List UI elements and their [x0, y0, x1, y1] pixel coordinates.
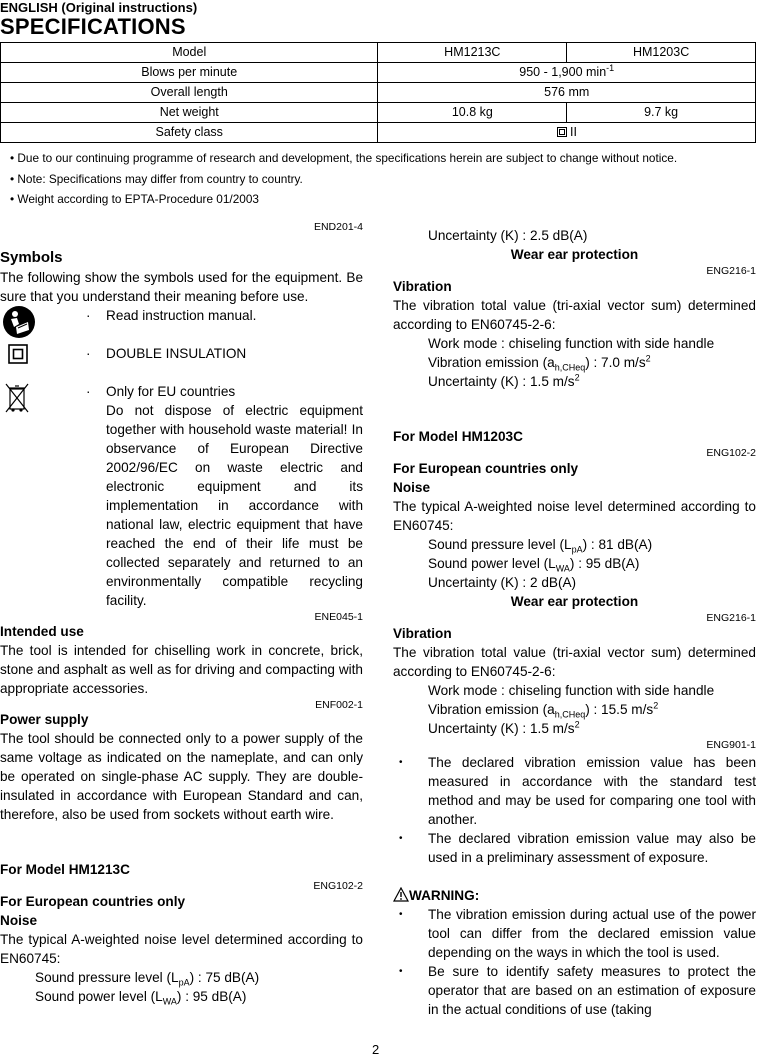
- section-code: ENG216-1: [706, 612, 756, 624]
- section-code: END201-4: [313, 221, 363, 233]
- crossed-bin-icon: [4, 382, 30, 414]
- vibration-emission: Vibration emission $(a_{h,CHeq})$ : 7.0 $m/s^2$: [428, 353, 651, 373]
- spec-label: Model: [1, 43, 378, 63]
- left-column: [0, 220, 363, 1006]
- page-title: SPECIFICATIONS: [0, 14, 186, 39]
- vibration-uncertainty: Uncertainty (K) : 1.5 $m/s^2$: [428, 372, 580, 389]
- section-code: ENG216-1: [706, 265, 756, 277]
- spec-label: Net weight: [1, 103, 378, 123]
- spec-table: [0, 42, 756, 143]
- vibration-text: The vibration total value (tri-axial vector sum) determined according to EN60745-2-6:: [393, 645, 756, 679]
- spec-value: 9.7 kg: [567, 103, 756, 123]
- symbols-intro: The following show the symbols used for the equipment. Be sure that you understand their meaning before use.: [0, 270, 363, 304]
- uncertainty: Uncertainty (K) : 2 dB(A): [428, 575, 577, 590]
- model-a: HM1213C: [378, 43, 567, 63]
- intended-use-text: The tool is intended for chiselling work in concrete, brick, stone and asphalt as well as for driving and compacting with appropriate accessories.: [0, 643, 363, 696]
- symbol-label: Only for EU countries: [106, 384, 236, 399]
- table-row: [1, 83, 756, 103]
- power-supply-heading: Power supply: [0, 712, 89, 727]
- read-manual-icon: [2, 305, 36, 339]
- symbols-heading: Symbols: [0, 249, 63, 266]
- sound-power-level: Sound power level $(L_{WA})$ : 95 dB(A): [428, 556, 640, 574]
- intended-use-heading: Intended use: [0, 624, 84, 639]
- ear-protection: Wear ear protection: [510, 594, 639, 609]
- noise-text: The typical A-weighted noise level determined according to EN60745:: [0, 932, 363, 966]
- work-mode: Work mode : chiseling function with side handle: [428, 336, 715, 351]
- language-heading: ENGLISH (Original instructions): [0, 0, 198, 15]
- spec-label: Blows per minute: [1, 63, 378, 83]
- table-row: [1, 63, 756, 83]
- uncertainty: Uncertainty (K) : 2.5 dB(A): [428, 228, 588, 243]
- note-item: • Due to our continuing programme of research and development, the specifications herein are subject to change without notice.: [10, 151, 678, 165]
- work-mode: Work mode : chiseling function with side handle: [428, 683, 715, 698]
- list-item: • The declared vibration emission value has been measured in accordance with the standard test method and may be used for comparing one tool with another.: [399, 755, 756, 827]
- eu-heading: For European countries only: [0, 894, 186, 909]
- spec-value: 576 mm: [378, 83, 756, 103]
- right-column: [393, 226, 756, 1019]
- sound-power-level: Sound power level $(L_{WA})$ : 95 dB(A): [35, 989, 247, 1007]
- double-insulation-icon: [557, 127, 567, 137]
- table-row: [1, 43, 756, 63]
- eu-heading: For European countries only: [393, 461, 579, 476]
- vibration-text: The vibration total value (tri-axial vector sum) determined according to EN60745-2-6:: [393, 298, 756, 332]
- vibration-heading: Vibration: [393, 279, 452, 294]
- note-item: • Note: Specifications may differ from country to country.: [10, 171, 303, 186]
- model-heading: For Model HM1213C: [0, 862, 130, 877]
- section-code: ENF002-1: [315, 699, 363, 711]
- eu-disposal-text: Do not dispose of electric equipment together with household waste material! In observance of European Directive 2002/96/EC on waste electric and electronic equipment and its implementation in accordance with national law, electric equipment that have reached the end of their life must be collected separately and returned to an environmentally compatible recycling facility.: [106, 403, 363, 608]
- power-supply-text: The tool should be connected only to a power supply of the same voltage as indicated on the nameplate, and can only be operated on single-phase AC supply. They are double-insulated in accordance with European Standard and can, therefore, also be used from sockets without earth wire.: [0, 731, 363, 822]
- list-item: • The declared vibration emission value may also be used in a preliminary assessment of exposure.: [399, 831, 756, 865]
- symbol-item: · Read instruction manual.: [0, 306, 363, 344]
- spec-value: 950 - 1,900 $\min^{-1}$: [378, 63, 756, 83]
- spec-notes: [10, 148, 677, 210]
- model-b: HM1203C: [567, 43, 756, 63]
- symbol-label: Read instruction manual.: [106, 308, 257, 323]
- table-row: [1, 103, 756, 123]
- vibration-uncertainty: Uncertainty (K) : 1.5 $m/s^2$: [428, 719, 580, 736]
- page-number: 2: [372, 1042, 380, 1057]
- noise-heading: Noise: [393, 480, 431, 495]
- sound-pressure-level: Sound pressure level $(L_{pA})$ : 81 dB(A): [428, 537, 653, 555]
- ear-protection: Wear ear protection: [510, 247, 639, 262]
- vibration-emission: Vibration emission $(a_{h,CHeq})$ : 15.5 $m/s^2$: [428, 700, 659, 720]
- symbol-item: · DOUBLE INSULATION: [0, 344, 363, 382]
- list-item: • The vibration emission during actual use of the power tool can differ from the declared emission value depending on the ways in which the tool is used.: [399, 907, 756, 960]
- noise-text: The typical A-weighted noise level determined according to EN60745:: [393, 499, 756, 533]
- symbol-label: DOUBLE INSULATION: [106, 346, 247, 361]
- list-item: • Be sure to identify safety measures to protect the operator that are based on an estimation of exposure in the actual conditions of use (taking: [399, 964, 756, 1017]
- section-code: ENE045-1: [314, 611, 363, 623]
- warning-icon: [393, 887, 409, 902]
- spec-value: 10.8 kg: [378, 103, 567, 123]
- spec-value: II: [378, 123, 756, 143]
- vibration-heading: Vibration: [393, 626, 452, 641]
- model-heading: For Model HM1203C: [393, 429, 523, 444]
- section-code: ENG102-2: [706, 447, 756, 459]
- section-code: ENG901-1: [706, 739, 756, 751]
- spec-label: Safety class: [1, 123, 378, 143]
- double-insulation-icon: [8, 344, 28, 364]
- noise-heading: Noise: [0, 913, 38, 928]
- symbol-item: · Only for EU countries Do not dispose of electric equipment together with household waste material! In observance of European Directive 2002/96/EC on waste electric and electronic equipment and its implementation in accordance with national law, electric equipment that have reached the end of their life must be collected separately and returned to an environmentally compatible recycling facility.: [0, 382, 363, 610]
- table-row: [1, 123, 756, 143]
- note-item: • Weight according to EPTA-Procedure 01/2003: [10, 192, 259, 206]
- spec-label: Overall length: [1, 83, 378, 103]
- section-code: ENG102-2: [313, 880, 363, 892]
- sound-pressure-level: Sound pressure level $(L_{pA})$ : 75 dB(A): [35, 970, 260, 988]
- warning-heading: WARNING:: [393, 886, 756, 905]
